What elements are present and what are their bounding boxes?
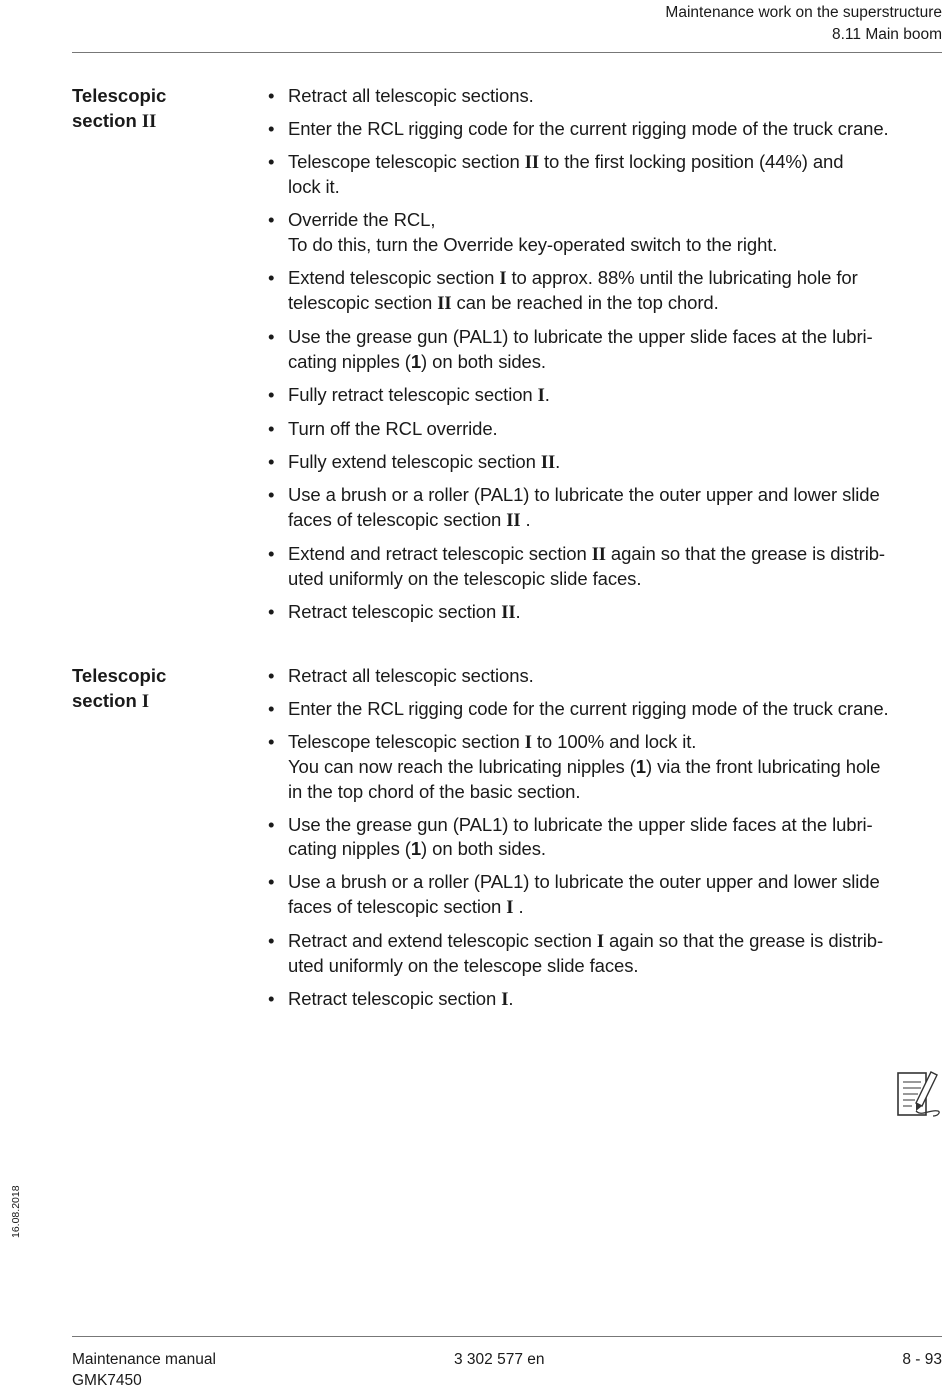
list-item bbox=[268, 117, 942, 142]
list-item bbox=[268, 987, 942, 1013]
item-text: Telescope telescopic section bbox=[288, 150, 525, 172]
header-section: 8.11 Main boom bbox=[832, 26, 942, 43]
list-item bbox=[268, 600, 942, 626]
item-text: to approx. 88% until the lubricating hole for bbox=[506, 266, 858, 288]
item-text: Enter the RCL rigging code for the current rigging mode of the truck crane. bbox=[288, 697, 889, 719]
bullet: • bbox=[268, 150, 275, 172]
item-line bbox=[288, 929, 942, 955]
bullet: • bbox=[268, 665, 275, 686]
item-line bbox=[288, 600, 942, 626]
item-text: in the top chord of the basic section. bbox=[288, 780, 581, 802]
header-chapter: Maintenance work on the superstructure bbox=[665, 4, 942, 21]
item-text: ) via the front lubricating hole bbox=[645, 756, 881, 778]
item-text: Retract all telescopic sections. bbox=[288, 665, 534, 686]
item-text: Fully extend telescopic section bbox=[288, 450, 541, 472]
item-text: Use the grease gun (PAL1) to lubricate the upper slide faces at the lubri- bbox=[288, 326, 873, 348]
item-text: to the first locking position (44%) and bbox=[538, 150, 844, 172]
roman-numeral: II bbox=[540, 452, 556, 473]
item-text: Turn off the RCL override. bbox=[288, 417, 498, 439]
roman-numeral: II bbox=[506, 510, 521, 531]
item-line bbox=[288, 954, 942, 979]
bullet: • bbox=[268, 417, 275, 439]
list-item bbox=[268, 813, 942, 862]
item-text: Override the RCL, bbox=[288, 209, 436, 231]
list-item bbox=[268, 325, 942, 374]
item-text: . bbox=[544, 383, 550, 405]
item-text: uted uniformly on the telescope slide faces. bbox=[288, 955, 639, 977]
item-text: Retract telescopic section bbox=[288, 988, 502, 1010]
bullet: • bbox=[268, 266, 275, 288]
item-line bbox=[288, 483, 942, 508]
roman-numeral: I bbox=[499, 268, 507, 289]
print-date: 16.08.2018 bbox=[10, 1185, 22, 1238]
list-item bbox=[268, 450, 942, 476]
item-text: Use a brush or a roller (PAL1) to lubricate the outer upper and lower slide bbox=[288, 484, 880, 506]
item-text: Extend telescopic section bbox=[288, 266, 500, 288]
item-line bbox=[288, 150, 942, 176]
item-text: cating nipples ( bbox=[288, 350, 411, 372]
roman-numeral: I bbox=[524, 732, 532, 753]
item-line bbox=[288, 233, 942, 258]
bullet: • bbox=[268, 484, 275, 506]
section-title: Telescopic section II bbox=[72, 85, 167, 132]
item-text: telescopic section bbox=[288, 292, 438, 314]
list-item bbox=[268, 266, 942, 317]
item-line bbox=[288, 813, 942, 838]
item-line bbox=[288, 895, 942, 921]
item-line bbox=[288, 697, 942, 722]
footer-manual-title: Maintenance manual bbox=[72, 1351, 216, 1368]
instruction-list bbox=[268, 664, 942, 1021]
list-item bbox=[268, 870, 942, 920]
item-text: lock it. bbox=[288, 176, 340, 198]
list-item bbox=[268, 84, 942, 109]
item-line bbox=[288, 730, 942, 756]
item-text: ) on both sides. bbox=[421, 838, 546, 860]
item-text: . bbox=[520, 508, 531, 530]
roman-numeral: I bbox=[506, 897, 514, 918]
item-text: Enter the RCL rigging code for the current rigging mode of the truck crane. bbox=[288, 117, 889, 139]
item-text: You can now reach the lubricating nipples ( bbox=[288, 756, 636, 778]
bullet: • bbox=[268, 601, 275, 623]
list-item bbox=[268, 417, 942, 442]
item-text: uted uniformly on the telescopic slide faces. bbox=[288, 568, 642, 590]
item-text: cating nipples ( bbox=[288, 838, 411, 860]
bullet: • bbox=[268, 117, 275, 139]
item-text: Retract all telescopic sections. bbox=[288, 85, 534, 106]
bullet: • bbox=[268, 326, 275, 348]
item-line bbox=[288, 837, 942, 862]
list-item bbox=[268, 383, 942, 409]
item-line bbox=[288, 780, 942, 805]
item-line bbox=[288, 208, 942, 233]
item-text: Fully retract telescopic section bbox=[288, 383, 538, 405]
bullet: • bbox=[268, 383, 275, 405]
item-text: Use a brush or a roller (PAL1) to lubricate the outer upper and lower slide bbox=[288, 871, 880, 893]
reference-number: 1 bbox=[635, 756, 646, 778]
list-item bbox=[268, 542, 942, 592]
item-text: again so that the grease is distrib- bbox=[603, 929, 884, 951]
item-text: Use the grease gun (PAL1) to lubricate the upper slide faces at the lubri- bbox=[288, 813, 873, 835]
roman-numeral: II bbox=[524, 152, 539, 173]
notepad-pencil-icon bbox=[894, 1068, 942, 1120]
bullet: • bbox=[268, 209, 275, 231]
item-text: can be reached in the top chord. bbox=[451, 292, 719, 314]
item-line bbox=[288, 325, 942, 350]
list-item bbox=[268, 208, 942, 257]
item-line bbox=[288, 84, 942, 109]
item-line bbox=[288, 266, 942, 292]
list-item bbox=[268, 483, 942, 533]
bullet: • bbox=[268, 871, 275, 893]
section-title: Telescopic section I bbox=[72, 665, 167, 712]
item-line bbox=[288, 291, 942, 317]
item-text: . bbox=[555, 450, 561, 472]
footer-page-number: 8 - 93 bbox=[902, 1351, 942, 1368]
item-text: Retract telescopic section bbox=[288, 601, 502, 623]
reference-number: 1 bbox=[410, 838, 422, 860]
bullet: • bbox=[268, 697, 275, 719]
item-text: To do this, turn the Override key-operated switch to the right. bbox=[288, 233, 778, 255]
item-line bbox=[288, 450, 942, 476]
item-text: . bbox=[508, 988, 514, 1010]
roman-numeral: II bbox=[591, 544, 606, 565]
list-item bbox=[268, 730, 942, 805]
reference-number: 1 bbox=[410, 350, 422, 372]
bullet: • bbox=[268, 929, 275, 951]
item-line bbox=[288, 870, 942, 895]
item-text: Extend and retract telescopic section bbox=[288, 542, 592, 564]
roman-numeral: II bbox=[501, 603, 516, 624]
item-line bbox=[288, 542, 942, 568]
item-line bbox=[288, 350, 942, 375]
footer-model: GMK7450 bbox=[72, 1372, 142, 1389]
list-item bbox=[268, 150, 942, 200]
list-item bbox=[268, 697, 942, 722]
item-text: . bbox=[513, 895, 524, 917]
item-line bbox=[288, 567, 942, 592]
item-line bbox=[288, 383, 942, 409]
bullet: • bbox=[268, 988, 275, 1010]
roman-numeral: I bbox=[501, 990, 509, 1011]
bullet: • bbox=[268, 85, 275, 106]
item-line bbox=[288, 987, 942, 1013]
header-divider bbox=[72, 52, 942, 53]
item-line bbox=[288, 417, 942, 442]
bullet: • bbox=[268, 542, 275, 564]
bullet: • bbox=[268, 730, 275, 752]
item-line bbox=[288, 508, 942, 534]
instruction-list bbox=[268, 84, 942, 634]
item-text: to 100% and lock it. bbox=[531, 730, 697, 752]
footer-divider bbox=[72, 1336, 942, 1337]
item-text: faces of telescopic section bbox=[288, 895, 507, 917]
item-text: Telescope telescopic section bbox=[288, 730, 525, 752]
footer-left bbox=[72, 1349, 216, 1391]
roman-numeral: II bbox=[437, 294, 452, 315]
bullet: • bbox=[268, 450, 275, 472]
item-line bbox=[288, 175, 942, 200]
item-text: Retract and extend telescopic section bbox=[288, 929, 597, 951]
bullet: • bbox=[268, 813, 275, 835]
roman-numeral: I bbox=[537, 385, 545, 406]
roman-numeral: I bbox=[596, 931, 604, 952]
item-text: again so that the grease is distrib- bbox=[605, 542, 885, 564]
item-line bbox=[288, 664, 942, 689]
page-header bbox=[665, 2, 942, 46]
list-item bbox=[268, 929, 942, 979]
item-text: faces of telescopic section bbox=[288, 508, 507, 530]
list-item bbox=[268, 664, 942, 689]
footer-document-number: 3 302 577 en bbox=[454, 1351, 545, 1368]
item-text: . bbox=[515, 601, 521, 623]
item-line bbox=[288, 117, 942, 142]
item-line bbox=[288, 755, 942, 780]
item-text: ) on both sides. bbox=[421, 350, 546, 372]
